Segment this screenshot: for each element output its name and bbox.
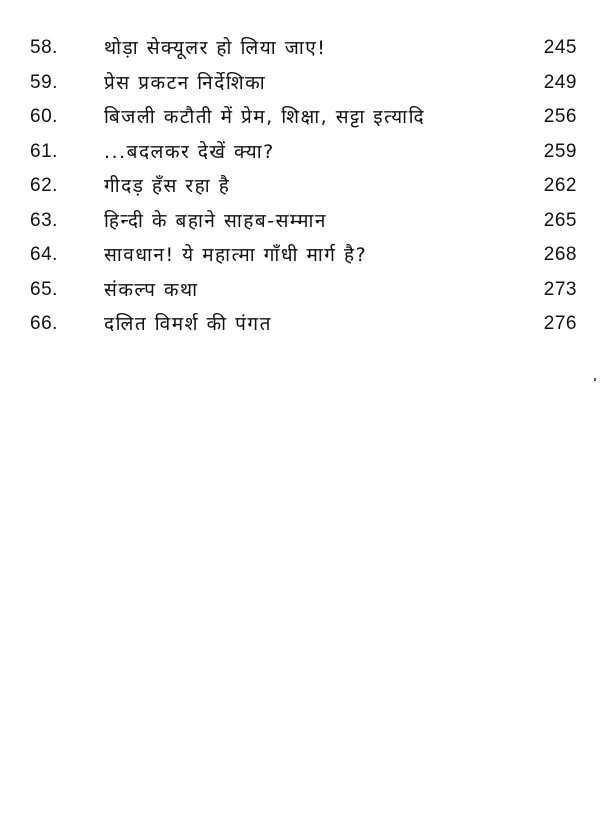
toc-entry-66 <box>0 310 600 345</box>
toc-entry-number: 62. <box>30 175 58 196</box>
toc-entry-page: 249 <box>543 71 577 93</box>
toc-entry-title: ...बदलकर देखें क्या? <box>104 140 275 163</box>
toc-entry-page: 259 <box>543 140 577 162</box>
toc-entry-title: सावधान! ये महात्मा गाँधी मार्ग है? <box>104 244 368 266</box>
scan-speck <box>594 378 596 381</box>
toc-entry-number: 66. <box>30 313 58 334</box>
toc-entry-60 <box>0 103 600 138</box>
toc-entry-59 <box>0 69 600 104</box>
toc-entry-number: 60. <box>30 106 58 127</box>
toc-entry-title: गीदड़ हँस रहा है <box>104 175 231 197</box>
toc-entry-number: 65. <box>30 278 58 300</box>
toc-entry-page: 273 <box>543 278 577 300</box>
toc-entry-title: थोड़ा सेक्यूलर हो लिया जाए! <box>104 37 327 59</box>
toc-entry-title: प्रेस प्रकटन निर्देशिका <box>104 71 267 94</box>
toc-entry-page: 262 <box>543 175 577 196</box>
toc-entry-page: 265 <box>543 209 577 231</box>
toc-entry-65 <box>0 276 600 311</box>
toc-entry-title: बिजली कटौती में प्रेम, शिक्षा, सट्टा इत्यादि <box>104 106 426 128</box>
toc-entry-number: 58. <box>30 37 58 58</box>
toc-entry-number: 64. <box>30 244 58 265</box>
toc-entry-page: 256 <box>543 106 577 127</box>
toc-entry-63 <box>0 207 600 242</box>
toc-entry-page: 245 <box>543 37 577 58</box>
toc-entry-page: 276 <box>543 313 577 334</box>
toc-entry-62 <box>0 172 600 207</box>
toc-entry-title: संकल्प कथा <box>104 278 199 301</box>
toc-entry-title: हिन्दी के बहाने साहब-सम्मान <box>104 209 327 232</box>
toc-entry-58 <box>0 34 600 69</box>
toc-entry-number: 61. <box>30 140 58 162</box>
toc-entry-64 <box>0 241 600 276</box>
table-of-contents <box>0 34 600 345</box>
toc-entry-page: 268 <box>543 244 577 265</box>
toc-entry-61 <box>0 138 600 173</box>
toc-entry-number: 63. <box>30 209 58 231</box>
toc-entry-number: 59. <box>30 71 58 93</box>
toc-entry-title: दलित विमर्श की पंगत <box>104 313 272 335</box>
